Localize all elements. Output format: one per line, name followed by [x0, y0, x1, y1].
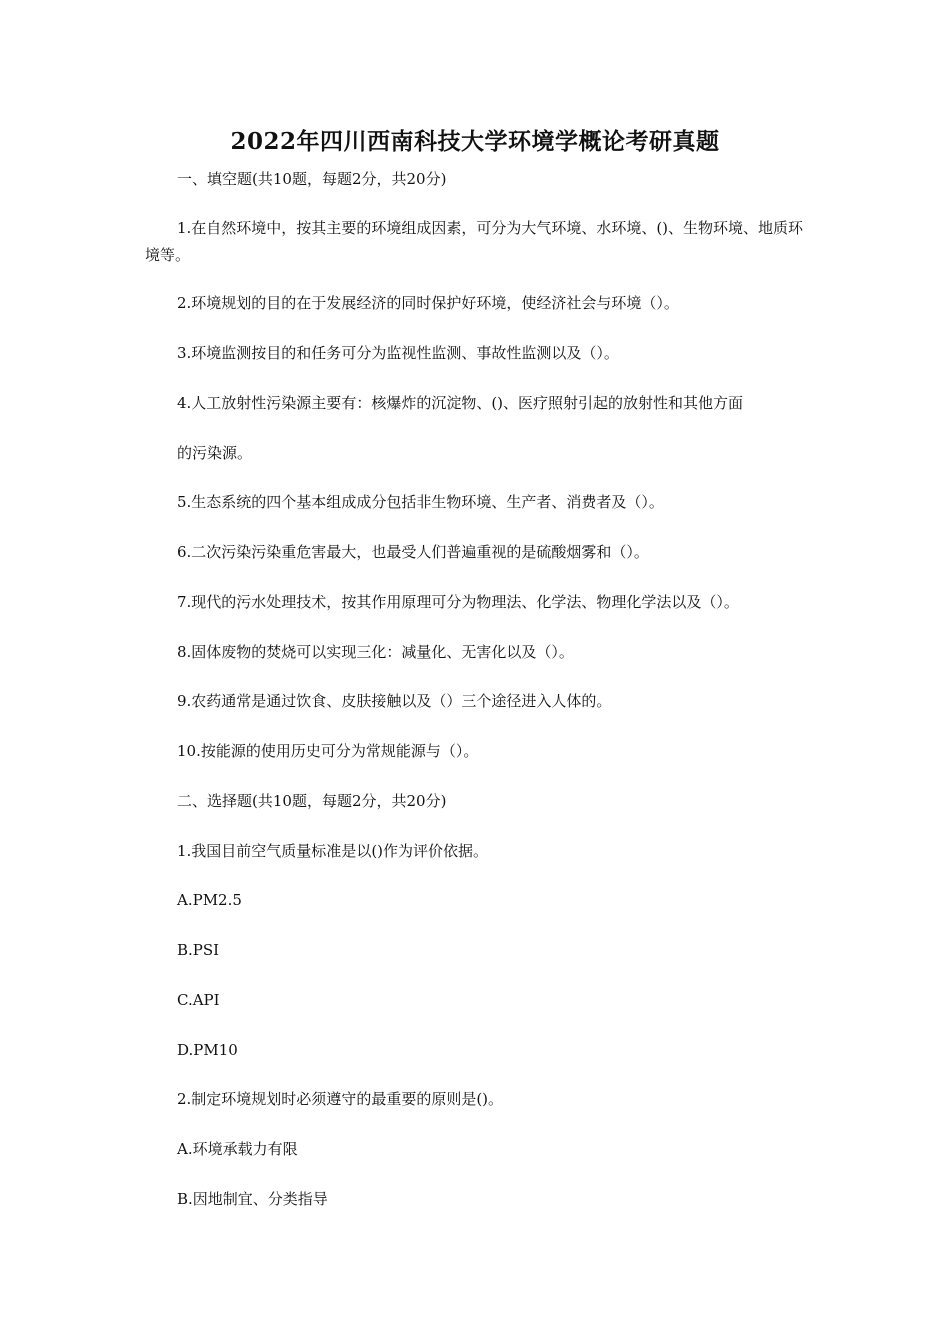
- fill-question-8: 8.固体废物的焚烧可以实现三化：减量化、无害化以及（）。: [177, 643, 574, 661]
- choice-option: B.PSI: [177, 941, 220, 959]
- fill-question-9: 9.农药通常是通过饮食、皮肤接触以及（）三个途径进入人体的。: [177, 692, 612, 710]
- section-2-heading: 二、选择题(共10题，每题2分，共20分): [177, 792, 447, 810]
- choice-option: B.因地制宜、分类指导: [177, 1190, 328, 1208]
- choice-option: D.PM10: [177, 1041, 238, 1059]
- fill-question-4-line-2: 的污染源。: [177, 444, 253, 462]
- page-title: 2022年四川西南科技大学环境学概论考研真题: [230, 128, 720, 155]
- choice-option: A.PM2.5: [177, 891, 242, 909]
- fill-question-1: 1.在自然环境中，按其主要的环境组成因素，可分为大气环境、水环境、()、生物环境、地质环境等。: [145, 219, 804, 264]
- fill-question-6: 6.二次污染污染重危害最大，也最受人们普遍重视的是硫酸烟雾和（）。: [177, 543, 649, 561]
- fill-question-3: 3.环境监测按目的和任务可分为监视性监测、事故性监测以及（）。: [177, 344, 619, 362]
- fill-question-10: 10.按能源的使用历史可分为常规能源与（）。: [177, 742, 479, 760]
- choice-question-1: 1.我国目前空气质量标准是以()作为评价依据。: [177, 842, 489, 860]
- choice-option: C.API: [177, 991, 220, 1009]
- choice-option: A.环境承载力有限: [177, 1140, 298, 1158]
- fill-question-5: 5.生态系统的四个基本组成成分包括非生物环境、生产者、消费者及（）。: [177, 493, 664, 511]
- fill-question-2: 2.环境规划的目的在于发展经济的同时保护好环境，使经济社会与环境（）。: [177, 294, 679, 312]
- fill-question-4-line-1: 4.人工放射性污染源主要有：核爆炸的沉淀物、()、医疗照射引起的放射性和其他方面: [177, 394, 744, 412]
- fill-question-7: 7.现代的污水处理技术，按其作用原理可分为物理法、化学法、物理化学法以及（）。: [177, 593, 739, 611]
- choice-question-2: 2.制定环境规划时必须遵守的最重要的原则是()。: [177, 1090, 504, 1108]
- section-1-heading: 一、填空题(共10题，每题2分，共20分): [177, 170, 447, 188]
